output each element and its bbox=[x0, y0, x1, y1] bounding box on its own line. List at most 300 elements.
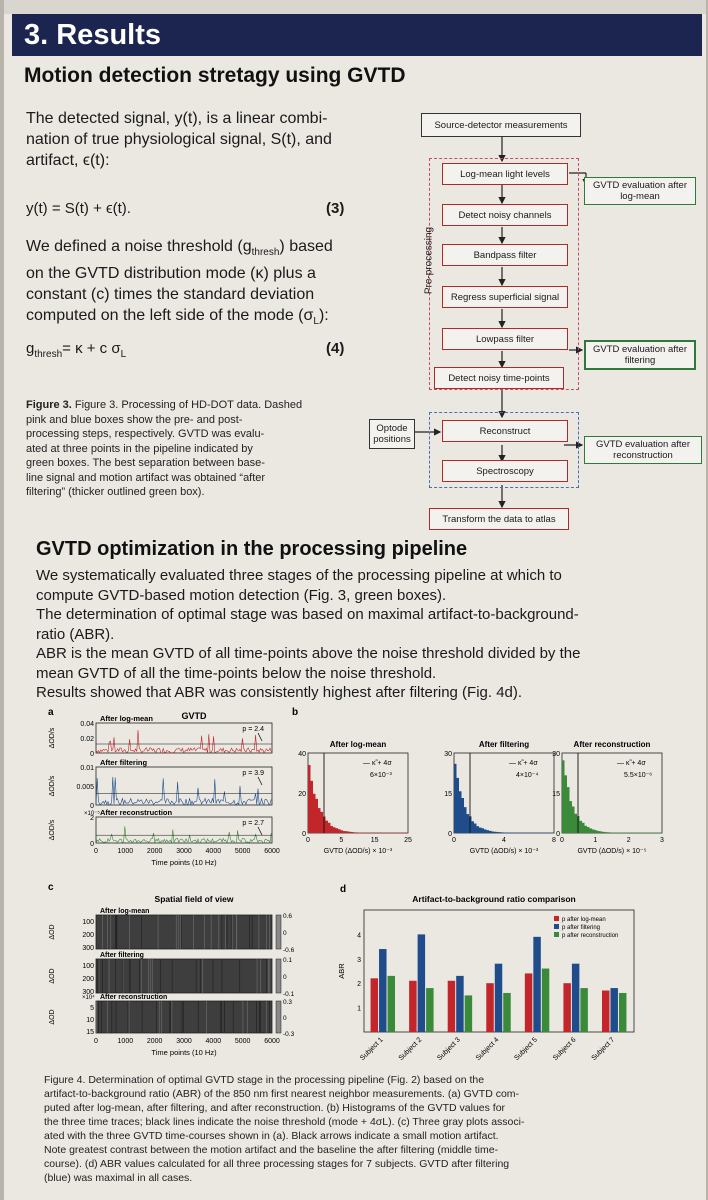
x-tick-label: 0 bbox=[560, 837, 564, 844]
colorbar-tick: -0.6 bbox=[283, 947, 295, 954]
x-tick-label: Subject 7 bbox=[590, 1036, 617, 1063]
y-axis-label: ABR bbox=[337, 963, 346, 979]
x-tick-label: 2 bbox=[626, 837, 631, 844]
histogram-bar bbox=[361, 833, 364, 834]
abr-bar bbox=[465, 995, 472, 1032]
abr-bar bbox=[448, 981, 455, 1032]
colorbar bbox=[276, 915, 281, 949]
colorbar bbox=[276, 959, 281, 993]
abr-bar bbox=[426, 988, 433, 1032]
legend-label: — κ̃ + 4σ bbox=[363, 760, 392, 767]
colorbar-tick: 0 bbox=[283, 974, 287, 981]
histogram-bar bbox=[570, 801, 573, 833]
x-tick-label: Subject 1 bbox=[359, 1036, 385, 1063]
histogram-bar bbox=[539, 833, 542, 834]
motion-heading: Motion detection stretagy using GVTD bbox=[24, 64, 406, 87]
text-line: on the GVTD distribution mode (κ) plus a bbox=[26, 265, 316, 283]
histogram-bar bbox=[582, 823, 585, 833]
histogram-bar bbox=[343, 831, 346, 833]
histogram-bar bbox=[585, 826, 588, 833]
histogram-bar bbox=[326, 821, 329, 833]
histogram-bar bbox=[595, 830, 598, 833]
histogram-bar bbox=[464, 807, 467, 833]
motion-paragraph-1 bbox=[26, 108, 332, 171]
y-tick-label: 100 bbox=[82, 963, 94, 970]
y-tick-label: 20 bbox=[298, 791, 306, 798]
optimization-heading: GVTD optimization in the processing pipeline bbox=[36, 538, 468, 560]
step-regress: Regress superficial signal bbox=[442, 286, 568, 308]
histogram-bar bbox=[534, 833, 537, 834]
y-tick-label: 0 bbox=[448, 831, 452, 838]
histogram-bar bbox=[605, 832, 608, 833]
abr-bar bbox=[388, 976, 395, 1032]
y-tick-label: 0 bbox=[556, 831, 560, 838]
panel-b bbox=[292, 707, 664, 855]
x-tick-label: 4000 bbox=[205, 848, 222, 855]
legend-swatch bbox=[554, 916, 559, 921]
motion-paragraph-2 bbox=[26, 236, 333, 332]
y-tick-label: 0 bbox=[90, 751, 94, 758]
y-tick-label: 30 bbox=[444, 751, 452, 758]
histogram-bar bbox=[454, 764, 457, 833]
text-line: nation of true physiological signal, S(t), and bbox=[26, 131, 332, 148]
histogram-bar bbox=[482, 828, 485, 833]
histogram-bar bbox=[622, 833, 625, 834]
abr-bar bbox=[619, 993, 626, 1032]
histogram-bar bbox=[600, 831, 603, 833]
caption-line: green boxes. The best separation between base- bbox=[26, 457, 265, 469]
gvtd-after-filtering: GVTD evaluation after filtering bbox=[584, 340, 696, 370]
histogram-bar bbox=[457, 778, 460, 833]
histogram-bar bbox=[393, 833, 396, 834]
text-line: Results showed that ABR was consistently highest after filtering (Fig. 4d). bbox=[36, 684, 523, 701]
y-tick-label: 0.02 bbox=[80, 736, 94, 743]
p-value-label: p = 2.4 bbox=[242, 726, 264, 733]
histogram-bar bbox=[368, 833, 371, 834]
y-tick-label: 30 bbox=[552, 751, 560, 758]
x-tick-label: 2000 bbox=[146, 848, 163, 855]
text-line: The determination of optimal stage was based on maximal artifact-to-background- bbox=[36, 606, 579, 623]
histogram-bar bbox=[517, 833, 520, 834]
histogram-bar bbox=[645, 833, 648, 834]
abr-bar bbox=[563, 983, 570, 1032]
histogram-bar bbox=[612, 832, 615, 833]
histogram-bar bbox=[489, 831, 492, 833]
x-tick-label: 2000 bbox=[146, 1038, 163, 1045]
panel-a-label: a bbox=[48, 707, 54, 718]
abr-bar bbox=[610, 988, 617, 1032]
y-tick-label: 300 bbox=[82, 945, 94, 952]
histogram-bar bbox=[652, 833, 655, 834]
equation-4: $g_{thresh}= \kappa + c$ $\sigma_L$ bbox=[26, 340, 127, 360]
histogram-bar bbox=[492, 831, 495, 833]
caption-line: (blue) was maximal in all cases. bbox=[44, 1172, 193, 1184]
y-tick-label: 0.01 bbox=[80, 765, 94, 772]
histogram-bar bbox=[398, 833, 401, 834]
histogram-bar bbox=[512, 833, 515, 834]
histogram-bar bbox=[544, 833, 547, 834]
colorbar-tick: 0 bbox=[283, 1015, 287, 1022]
caption-line: filtering” (thicker outlined green box). bbox=[26, 486, 205, 498]
abr-bar bbox=[533, 937, 540, 1032]
image-title: After reconstruction bbox=[100, 994, 168, 1001]
histogram-bar bbox=[376, 833, 379, 834]
y-axis-label: ΔOD bbox=[49, 924, 56, 940]
text-line: constant (c) times the standard deviation bbox=[26, 286, 315, 304]
step-reconstruct: Reconstruct bbox=[442, 420, 568, 442]
caption-line: the three time traces; black lines indicate the noise threshold (mode + 4σL). (c) Three gray plots associ- bbox=[44, 1116, 525, 1128]
abr-bar bbox=[542, 969, 549, 1032]
histogram-bar bbox=[479, 828, 482, 833]
text-line: computed on the left side of the mode $(\sigma_L)$: bbox=[26, 307, 329, 328]
histogram-bar bbox=[522, 833, 525, 834]
y-tick-label: 15 bbox=[444, 791, 452, 798]
histogram-bar bbox=[474, 824, 477, 833]
histogram-bar bbox=[459, 791, 462, 833]
trace-title: After log-mean bbox=[100, 714, 153, 723]
histogram-bar bbox=[338, 829, 341, 833]
histogram-bar bbox=[625, 833, 628, 834]
gray-image bbox=[96, 1001, 272, 1033]
histogram-bar bbox=[462, 798, 465, 833]
histogram-bar bbox=[353, 832, 356, 833]
figure-4 bbox=[44, 705, 684, 1075]
step-lowpass: Lowpass filter bbox=[442, 328, 568, 350]
step-transform-atlas: Transform the data to atlas bbox=[429, 508, 569, 530]
colorbar-tick: 0 bbox=[283, 930, 287, 937]
histogram-bar bbox=[580, 821, 583, 833]
histogram-title: After filtering bbox=[478, 740, 530, 749]
histogram-bar bbox=[403, 833, 406, 834]
x-tick-label: 0 bbox=[94, 848, 98, 855]
threshold-value: 4×10⁻⁴ bbox=[516, 772, 539, 779]
histogram-bar bbox=[502, 832, 505, 833]
text-line: The detected signal, y(t), is a linear combi- bbox=[26, 110, 328, 127]
text-line: We defined a noise threshold $(g_{thresh})$ based bbox=[26, 238, 333, 259]
histogram-bar bbox=[378, 833, 381, 834]
artifact-arrow bbox=[258, 733, 262, 741]
abr-bar bbox=[503, 993, 510, 1032]
text-line: mean GVTD of all the time-points below the noise threshold. bbox=[36, 664, 437, 682]
gvtd-after-reconstruction: GVTD evaluation after reconstruction bbox=[584, 436, 702, 464]
x-tick-label: 4000 bbox=[205, 1038, 222, 1045]
abr-bar bbox=[525, 973, 532, 1032]
histogram-title: After log-mean bbox=[329, 740, 387, 749]
panel-c bbox=[48, 882, 295, 1057]
gray-image bbox=[96, 915, 272, 949]
abr-bar bbox=[602, 991, 609, 1032]
y-axis-label: ΔOD/s bbox=[49, 819, 56, 841]
p-value-label: p = 3.9 bbox=[242, 770, 264, 777]
histogram-bar bbox=[472, 821, 475, 833]
abr-bar bbox=[456, 976, 463, 1032]
gvtd-after-log-mean: GVTD evaluation after log-mean bbox=[584, 177, 696, 205]
colorbar-tick: -0.3 bbox=[283, 1031, 295, 1038]
histogram-bar bbox=[635, 833, 638, 834]
x-tick-label: 5 bbox=[339, 837, 344, 844]
figure-4-caption bbox=[44, 1073, 664, 1185]
histogram-bar bbox=[331, 826, 334, 833]
x-tick-label: Subject 5 bbox=[513, 1036, 539, 1063]
x-axis-label: Time points (10 Hz) bbox=[151, 1048, 217, 1057]
x-tick-label: 15 bbox=[370, 837, 379, 844]
histogram-bar bbox=[562, 760, 565, 833]
histogram-bar bbox=[519, 833, 522, 834]
x-axis-label: Time points (10 Hz) bbox=[151, 858, 217, 867]
histogram-bar bbox=[388, 833, 391, 834]
y-tick-label: 15 bbox=[552, 791, 560, 798]
caption-line: processing steps, respectively. GVTD was evalu- bbox=[26, 428, 265, 440]
histogram-bar bbox=[333, 827, 336, 833]
x-tick-label: 3000 bbox=[176, 848, 192, 855]
x-tick-label: 8 bbox=[552, 837, 556, 844]
histogram-bar bbox=[532, 833, 535, 834]
image-title: After filtering bbox=[100, 952, 144, 959]
histogram-bar bbox=[318, 808, 321, 833]
histogram-bar bbox=[358, 833, 361, 834]
legend-label: p after filtering bbox=[562, 925, 601, 931]
x-tick-label: Subject 2 bbox=[397, 1036, 424, 1063]
abr-bar bbox=[495, 964, 502, 1032]
abr-bar bbox=[486, 983, 493, 1032]
histogram-bar bbox=[597, 831, 600, 833]
x-axis-label: GVTD (ΔOD/s) × 10⁻³ bbox=[469, 848, 539, 855]
histogram-title: After reconstruction bbox=[573, 740, 651, 749]
panel-a-title: GVTD bbox=[181, 711, 207, 721]
caption-line: puted after log-mean, after filtering, and after reconstruction. (b) Histograms of the GVTD values for bbox=[44, 1102, 506, 1114]
poster bbox=[4, 0, 706, 1200]
histogram-bar bbox=[346, 831, 349, 833]
histogram-bar bbox=[348, 832, 351, 833]
p-value-label: p = 2.7 bbox=[242, 820, 264, 827]
histogram-bar bbox=[524, 833, 527, 834]
y-tick-label: 5 bbox=[90, 1005, 94, 1012]
x-axis-label: GVTD (ΔOD/s) × 10⁻⁵ bbox=[577, 848, 647, 855]
axis-exponent: ×10⁴ bbox=[82, 995, 95, 1001]
colorbar bbox=[276, 1001, 281, 1033]
legend-swatch bbox=[554, 924, 559, 929]
histogram-bar bbox=[386, 833, 389, 834]
histogram-bar bbox=[467, 814, 470, 833]
x-tick-label: 6000 bbox=[264, 1038, 280, 1045]
histogram-bar bbox=[514, 833, 517, 834]
x-tick-label: 1000 bbox=[117, 1038, 134, 1045]
y-tick-label: 4 bbox=[357, 932, 361, 940]
trace-title: After reconstruction bbox=[100, 808, 173, 817]
y-axis-label: ΔOD/s bbox=[49, 727, 56, 749]
y-tick-label: 300 bbox=[82, 989, 94, 996]
panel-b-label: b bbox=[292, 707, 299, 718]
colorbar-tick: -0.1 bbox=[283, 991, 295, 998]
x-tick-label: 0 bbox=[306, 837, 310, 844]
histogram-bar bbox=[655, 833, 658, 834]
x-tick-label: Subject 6 bbox=[551, 1036, 578, 1063]
histogram-bar bbox=[336, 828, 339, 833]
colorbar-tick: 0.6 bbox=[283, 913, 293, 920]
x-tick-label: 6000 bbox=[264, 848, 280, 855]
histogram-bar bbox=[607, 832, 610, 833]
poster-top-edge bbox=[4, 0, 706, 14]
histogram-bar bbox=[341, 830, 344, 833]
histogram-bar bbox=[363, 833, 366, 834]
x-tick-label: 0 bbox=[94, 1038, 98, 1045]
panel-c-label: c bbox=[48, 882, 54, 893]
gvtd-trace bbox=[96, 730, 271, 753]
abr-bar bbox=[580, 988, 587, 1032]
x-tick-label: Subject 4 bbox=[474, 1036, 501, 1063]
y-axis-label: ΔOD bbox=[49, 968, 56, 984]
x-tick-label: 25 bbox=[404, 837, 412, 844]
histogram-bar bbox=[592, 829, 595, 833]
panel-a bbox=[48, 707, 280, 867]
panel-c-title: Spatial field of view bbox=[154, 894, 234, 904]
y-tick-label: 15 bbox=[86, 1029, 94, 1036]
histogram-bar bbox=[406, 833, 409, 834]
caption-line: pink and blue boxes show the pre- and post- bbox=[26, 413, 243, 426]
histogram-bar bbox=[484, 829, 487, 833]
histogram-bar bbox=[620, 833, 623, 834]
histogram-bar bbox=[497, 832, 500, 833]
histogram-bar bbox=[328, 823, 331, 833]
histogram-bar bbox=[507, 833, 510, 834]
y-tick-label: 200 bbox=[82, 976, 94, 983]
legend-label: p after reconstruction bbox=[562, 933, 619, 939]
histogram-bar bbox=[316, 799, 319, 833]
y-tick-label: 0.04 bbox=[80, 721, 94, 728]
histogram-bar bbox=[509, 833, 512, 834]
y-tick-label: 0 bbox=[302, 831, 306, 838]
histogram-bar bbox=[487, 830, 490, 833]
x-tick-label: 3 bbox=[660, 837, 664, 844]
histogram-bar bbox=[615, 833, 618, 834]
histogram-bar bbox=[617, 833, 620, 834]
legend-swatch bbox=[554, 932, 559, 937]
histogram-bar bbox=[383, 833, 386, 834]
panel-d bbox=[337, 884, 634, 1062]
x-tick-label: 4 bbox=[502, 837, 506, 844]
x-tick-label: 1000 bbox=[117, 848, 134, 855]
gvtd-trace bbox=[96, 777, 271, 805]
histogram-bar bbox=[529, 833, 532, 834]
histogram-bar bbox=[371, 833, 374, 834]
step-noisy-channels: Detect noisy channels bbox=[442, 204, 568, 226]
histogram-bar bbox=[657, 833, 660, 834]
optimization-paragraph bbox=[36, 566, 580, 703]
histogram-bar bbox=[542, 833, 545, 834]
legend-label: — κ̃ + 4σ bbox=[509, 760, 538, 767]
histogram-bar bbox=[640, 833, 643, 834]
caption-line: artifact-to-background ratio (ABR) of the 850 nm first nearest neighbor measurements. (a) GVTD com- bbox=[44, 1088, 520, 1100]
abr-bar bbox=[418, 934, 425, 1032]
colorbar-tick: 0.1 bbox=[283, 957, 293, 964]
histogram-bar bbox=[499, 832, 502, 833]
histogram-bar bbox=[552, 833, 555, 834]
histogram-bar bbox=[632, 833, 635, 834]
caption-line: ated with the three GVTD time-courses shown in (a). Black arrows indicate a small motion artifact. bbox=[44, 1130, 499, 1142]
histogram-bar bbox=[366, 833, 369, 834]
caption-line: ated at three points in the pipeline indicated by bbox=[26, 442, 253, 455]
histogram-bar bbox=[321, 812, 324, 833]
artifact-arrow bbox=[258, 777, 262, 785]
caption-line: Note greatest contrast between the motion artifact and the baseline the after filtering (middle time- bbox=[44, 1144, 499, 1156]
histogram-bar bbox=[391, 833, 394, 834]
histogram-bar bbox=[660, 833, 663, 834]
x-tick-label: Subject 3 bbox=[436, 1036, 462, 1063]
histogram-bar bbox=[308, 765, 311, 833]
y-tick-label: 0 bbox=[90, 841, 94, 848]
caption-line: line signal and motion artifact was obtained “after bbox=[26, 471, 266, 484]
y-tick-label: 100 bbox=[82, 919, 94, 926]
caption-line: Figure 3. Figure 3. Processing of HD-DOT data. Dashed bbox=[26, 399, 303, 411]
figure-3-caption bbox=[26, 398, 376, 500]
text-line: artifact, ϵ(t): bbox=[26, 152, 110, 169]
x-tick-label: 0 bbox=[452, 837, 456, 844]
histogram-bar bbox=[627, 833, 630, 834]
histogram-bar bbox=[311, 781, 314, 833]
threshold-value: 6×10⁻³ bbox=[370, 772, 392, 779]
panel-d-label: d bbox=[340, 884, 347, 895]
histogram-bar bbox=[381, 833, 384, 834]
histogram-bar bbox=[504, 833, 507, 834]
y-tick-label: 1 bbox=[357, 1005, 361, 1013]
abr-bar bbox=[409, 981, 416, 1032]
axis-exponent: ×10⁻⁵ bbox=[84, 811, 100, 817]
text-line: compute GVTD-based motion detection (Fig. 3, green boxes). bbox=[36, 586, 447, 604]
section-title: 3. Results bbox=[12, 14, 702, 56]
y-tick-label: 0.005 bbox=[76, 784, 94, 791]
optode-positions: Optode positions bbox=[369, 419, 415, 449]
artifact-arrow bbox=[258, 827, 262, 835]
y-axis-label: ΔOD bbox=[49, 1009, 56, 1025]
histogram-bar bbox=[401, 833, 404, 834]
x-tick-label: 5000 bbox=[234, 848, 251, 855]
caption-line: Figure 4. Determination of optimal GVTD stage in the processing pipeline (Fig. 2) based on the bbox=[44, 1074, 485, 1086]
y-tick-label: 40 bbox=[298, 751, 306, 758]
histogram-bar bbox=[537, 833, 540, 834]
y-axis-label: ΔOD/s bbox=[49, 775, 56, 797]
equation-3: y(t) = S(t) + ϵ(t). bbox=[26, 200, 131, 217]
histogram-bar bbox=[549, 833, 552, 834]
step-bandpass: Bandpass filter bbox=[442, 244, 568, 266]
histogram-bar bbox=[637, 833, 640, 834]
step-spectroscopy: Spectroscopy bbox=[442, 460, 568, 482]
histogram-bar bbox=[575, 814, 578, 833]
step-noisy-timepoints: Detect noisy time-points bbox=[434, 367, 564, 389]
histogram-bar bbox=[313, 794, 316, 833]
histogram-bar bbox=[527, 833, 530, 834]
gvtd-trace bbox=[96, 826, 271, 843]
histogram-bar bbox=[630, 833, 633, 834]
y-tick-label: 10 bbox=[86, 1017, 94, 1024]
histogram-bar bbox=[373, 833, 376, 834]
histogram-bar bbox=[547, 833, 550, 834]
histogram-bar bbox=[351, 832, 354, 833]
histogram-bar bbox=[565, 775, 568, 833]
threshold-value: 5.5×10⁻⁶ bbox=[624, 772, 653, 779]
equation-3-number: (3) bbox=[326, 200, 345, 217]
histogram-bar bbox=[650, 833, 653, 834]
preprocessing-label: Pre-processing bbox=[423, 226, 435, 295]
abr-bar bbox=[379, 949, 386, 1032]
histogram-bar bbox=[494, 832, 497, 833]
x-tick-label: 3000 bbox=[176, 1038, 192, 1045]
abr-bar bbox=[371, 978, 378, 1032]
equation-4-number: (4) bbox=[326, 340, 345, 357]
histogram-bar bbox=[590, 828, 593, 833]
colorbar-tick: 0.3 bbox=[283, 999, 293, 1006]
histogram-bar bbox=[602, 832, 605, 833]
legend-label: — κ̃ + 4σ bbox=[617, 760, 646, 767]
